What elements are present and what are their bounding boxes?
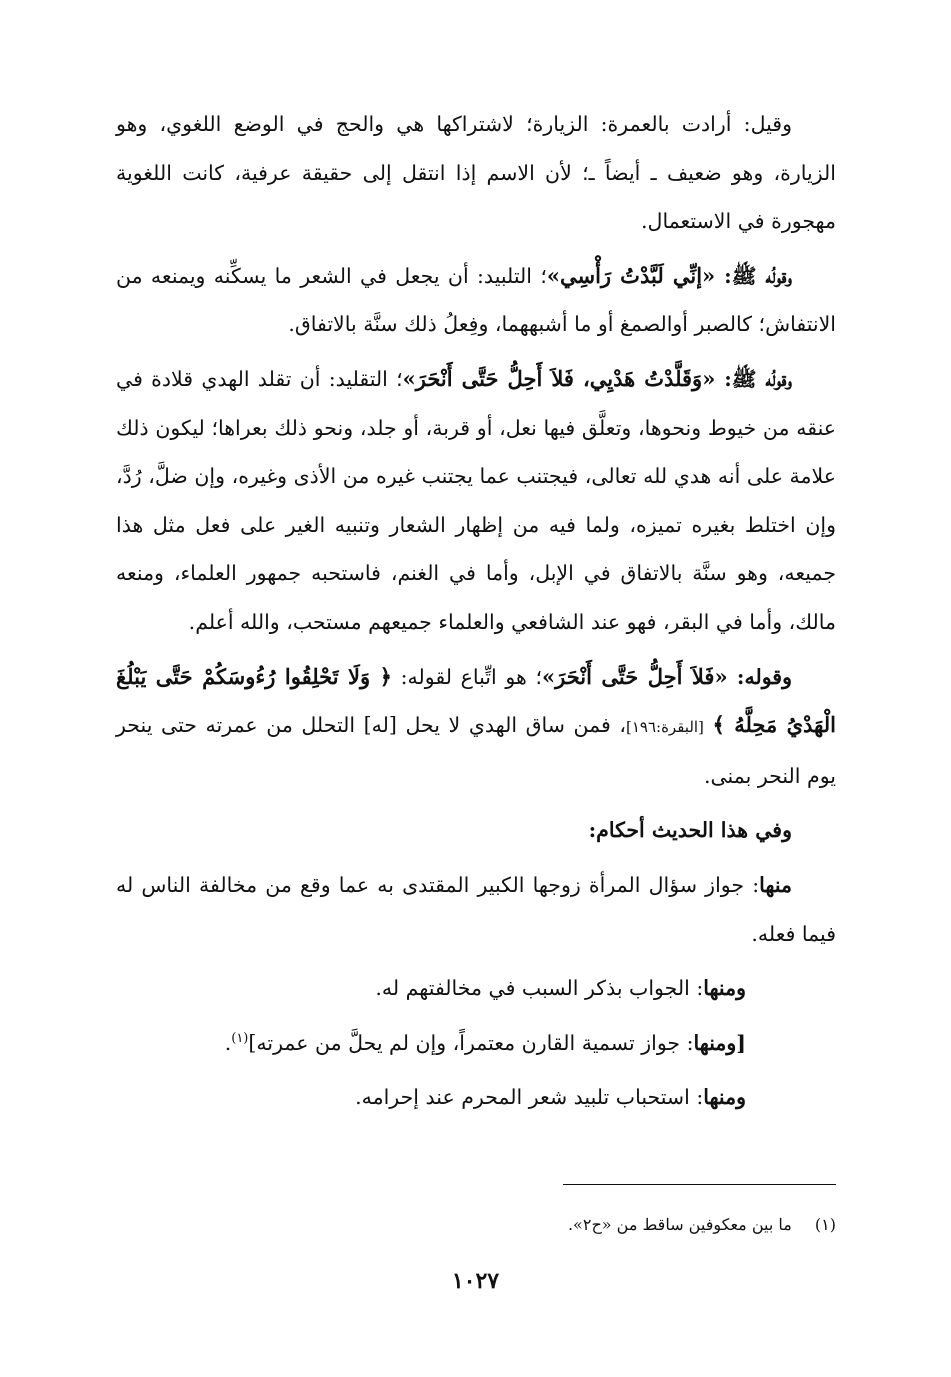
paragraph: [116, 964, 836, 1013]
paragraph: [116, 355, 836, 647]
footnote-text: ما بين معكوفين ساقط من «ح٢».: [567, 1215, 792, 1234]
text-segment: : جواز سؤال المرأة زوجها الكبير المقتدى به عما وقع من مخالفة الناس له فيما فعله.: [116, 872, 836, 946]
quoted-text: «وَقَلَّدْتُ هَدْيِي، فَلاَ أَحِلُّ حَتَّى أَنْحَرَ»: [402, 365, 716, 391]
lead-word: ومنها: [703, 1085, 746, 1110]
paragraph: [116, 100, 836, 246]
paragraph: [116, 1073, 836, 1122]
footnote-divider: [563, 1184, 836, 1185]
text-segment: : جواز تسمية القارن معتمراً، وإن لم يحلَّ من عمرته]: [248, 1030, 694, 1055]
text-segment: : استحباب تلبيد شعر المحرم عند إحرامه.: [355, 1085, 704, 1110]
quoted-text: «إنِّي لَبَّدْتُ رَأْسِي»: [546, 262, 716, 288]
lead-word: ومنها: [693, 1030, 737, 1055]
verse-reference: [البقرة:١٩٦]: [625, 718, 704, 737]
quoted-text: «فَلاَ أَحِلُّ حَتَّى أَنْحَرَ»: [541, 663, 728, 689]
section-heading: [116, 806, 836, 855]
footnote: [116, 1212, 836, 1238]
text-segment: ؛ هو اتِّباع لقوله:: [391, 664, 542, 689]
text-segment: وقيل: أرادت بالعمرة: الزيارة؛ لاشتراكها هي والحج في الوضع اللغوي، وهو الزيارة، وهو ضعيف ـ أيضاً ـ؛ لأن الاسم إذا انتقل إلى حقيقة عرفية، كانت اللغوية مهجورة في الاستعمال.: [116, 112, 836, 234]
text-segment: ، فمن ساق الهدي لا يحل [له] التحلل من عمرته حتى ينحر يوم النحر بمنى.: [116, 713, 836, 788]
lead-word: وقولُه ﷺ:: [715, 366, 792, 391]
lead-word: وقولُه ﷺ:: [715, 263, 792, 288]
footnote-marker: (١): [231, 1030, 249, 1046]
footnote-number: (١): [814, 1215, 836, 1234]
text-segment: [704, 713, 713, 737]
lead-word: منها: [759, 872, 792, 897]
paragraph: [116, 653, 836, 801]
page-number: ١٠٢٧: [451, 1268, 500, 1294]
lead-word: ومنها: [703, 976, 746, 1001]
paragraph: [116, 1019, 836, 1068]
text-segment: ؛ التلبيد: أن يجعل في الشعر ما يسكِّنه ويمنعه من الانتفاش؛ كالصبر أوالصمغ أو ما أشبههما، وفِعلُ ذلك سنَّة بالاتفاق.: [116, 263, 836, 337]
quoted-text: ﴿ وَلَا تَحْلِقُوا رُءُوسَكُمْ حَتَّى يَبْلُغَ الْهَدْيُ مَحِلَّهُ ﴾: [116, 663, 836, 738]
text-segment: : الجواب بذكر السبب في مخالفتهم له.: [375, 976, 704, 1001]
lead-word: وقوله:: [727, 664, 792, 689]
paragraph: [116, 252, 836, 349]
main-text: [116, 100, 836, 1128]
text-segment: ؛ التقليد: أن تقلد الهدي قلادة في عنقه من خيوط ونحوها، وتعلَّق فيها نعل، أو قربة، أو جلد، ونحو ذلك بعراها؛ ليكون ذلك علامة على أنه هدي لله تعالى، فيجتنب عما يجتنب غيره من الأذى وغيره، وإن ضلَّ، رُدَّ، وإن اختلط بغيره تميزه، ولما فيه من إظهار الشعار وتنبيه الغير على فعل مثل هذا جميعه، وهو سنَّة بالاتفاق في الإبل، وأما في الغنم، فاستحبه جمهور العلماء، ومنعه مالك، وأما في البقر، فهو عند الشافعي والعلماء جميعهم مستحب، والله أعلم.: [116, 366, 836, 634]
text-segment: وفي هذا الحديث أحكام:: [588, 818, 792, 843]
text-segment: .: [224, 1030, 232, 1055]
lead-word: [: [736, 1030, 746, 1055]
paragraph: [116, 861, 836, 958]
